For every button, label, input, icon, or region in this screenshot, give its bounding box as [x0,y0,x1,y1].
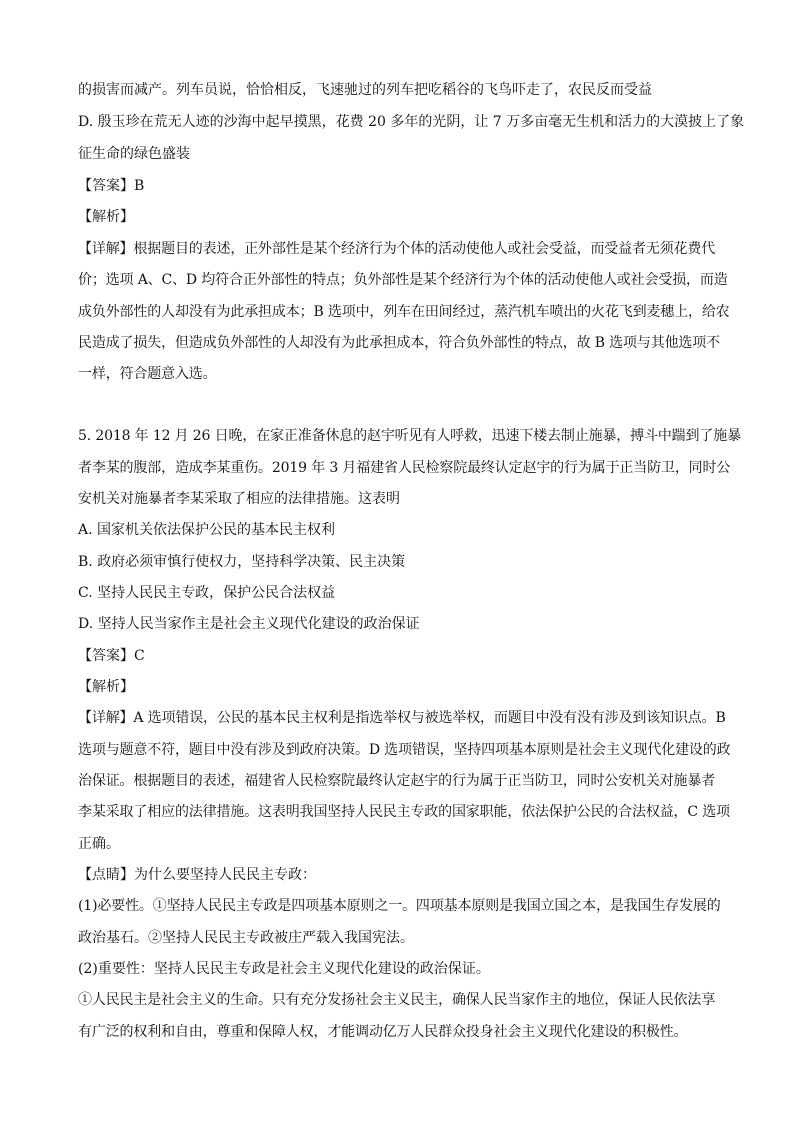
q5-point-line: 有广泛的权利和自由，尊重和保障人权，才能调动亿万人民群众投身社会主义现代化建设的积极性。 [78,1024,688,1040]
q5-stem-line: 者李某的腹部，造成李某重伤。2019 年 3 月福建省人民检察院最终认定赵宇的行为属于正当防卫，同时公 [78,460,731,476]
q4-detail-line: 一样，符合题意入选。 [78,366,217,382]
q4-option-c-continuation: 的损害而减产。列车员说，恰恰相反，飞速驰过的列车把吃稻谷的飞鸟吓走了，农民反而受益 [78,82,652,98]
q4-detail-line: 价；选项 A、C、D 均符合正外部性的特点；负外部性是某个经济行为个体的活动使他人或社会受损，而造 [78,272,728,288]
q5-point-title: 【点睛】为什么要坚持人民民主专政： [78,867,316,883]
q4-detail-line: 【详解】根据题目的表述，正外部性是某个经济行为个体的活动使他人或社会受益，而受益者无须花费代 [78,241,716,257]
q5-point-line: (2)重要性：坚持人民民主专政是社会主义现代化建设的政治保证。 [78,961,490,977]
q4-detail-line: 民造成了损失，但造成负外部性的人却没有为此承担成本，符合负外部性的特点，故 B 选项与其他选项不 [78,335,720,351]
q5-stem-line: 5. 2018 年 12 月 26 日晚，在家正准备休息的赵宇听见有人呼救，迅速下楼去制止施暴，搏斗中踹到了施暴 [78,428,741,444]
q5-detail-line: 【详解】A 选项错误，公民的基本民主权利是指选举权与被选举权，而题目中没有没有涉及到该知识点。B [78,710,726,726]
q5-point-line: (1)必要性。①坚持人民民主专政是四项基本原则之一。四项基本原则是我国立国之本，是我国生存发展的 [78,898,721,914]
q5-option-b: B. 政府必须审慎行使权力，坚持科学决策、民主决策 [78,554,406,570]
q5-option-a: A. 国家机关依法保护公民的基本民主权利 [78,522,336,538]
q4-option-d-line1: D. 殷玉珍在荒无人迹的沙海中起早摸黑，花费 20 多年的光阴，让 7 万多亩毫无生机和活力的大漠披上了象 [78,114,745,130]
q5-point-line: ①人民民主是社会主义的生命。只有充分发扬社会主义民主，确保人民当家作主的地位，保证人民依法享 [78,992,716,1008]
q5-detail-line: 选项与题意不符，题目中没有涉及到政府决策。D 选项错误，坚持四项基本原则是社会主义现代化建设的政 [78,742,731,758]
q5-answer: 【答案】C [78,648,145,664]
q4-detail-line: 成负外部性的人却没有为此承担成本；B 选项中，列车在田间经过，蒸汽机车喷出的火花飞到麦穗上，给农 [78,304,730,320]
q5-stem-line: 安机关对施暴者李某采取了相应的法律措施。这表明 [78,491,400,507]
q4-option-d-line2: 征生命的绿色盛装 [78,146,190,162]
q5-point-line: 政治基石。②坚持人民民主专政被庄严载入我国宪法。 [78,930,414,946]
q5-detail-line: 治保证。根据题目的表述，福建省人民检察院最终认定赵宇的行为属于正当防卫，同时公安机关对施暴者 [78,773,716,789]
q5-detail-line: 李某采取了相应的法律措施。这表明我国坚持人民民主专政的国家职能，依法保护公民的合法权益，C 选项 [78,804,730,820]
q4-answer: 【答案】B [78,178,145,194]
q5-option-d: D. 坚持人民当家作主是社会主义现代化建设的政治保证 [78,616,420,632]
q4-analysis-label: 【解析】 [78,209,134,225]
q5-detail-line: 正确。 [78,836,120,852]
q5-analysis-label: 【解析】 [78,679,134,695]
q5-option-c: C. 坚持人民民主专政，保护公民合法权益 [78,585,336,601]
